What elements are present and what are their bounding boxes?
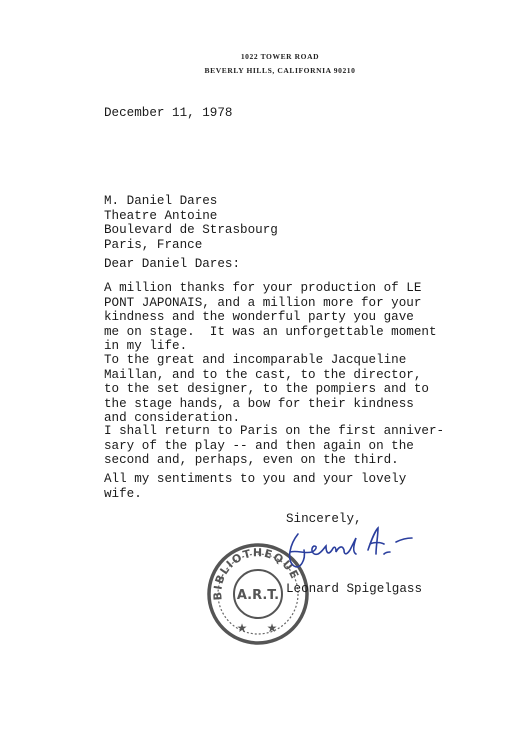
stamp-ring-text: BIBLIOTHEQUE [211, 546, 302, 601]
recipient-address [104, 194, 278, 252]
stamp-star-icon: ★ [236, 621, 248, 635]
stamp-star-icon: ★ [266, 621, 278, 635]
body-paragraph-3: I shall return to Paris on the first anniver- sary of the play -- and then again on the second and, perhaps, even on the third. [104, 424, 445, 468]
recipient-city: Paris, France [104, 237, 203, 252]
closing: Sincerely, [286, 512, 362, 526]
signer-name: Leonard Spigelgass [286, 582, 423, 596]
stamp-center-text: A.R.T. [236, 588, 280, 603]
letterhead-city: BEVERLY HILLS, CALIFORNIA 90210 [204, 66, 356, 75]
body-paragraph-2: To the great and incomparable Jacqueline Maillan, and to the cast, to the director, to the set designer, to the pompiers and to the stage hands, a bow for their kindness and consideration. [104, 353, 429, 426]
body-paragraph-1: A million thanks for your production of LE PONT JAPONAIS, and a million more for your kindness and the wonderful party you gave me on stage. It was an unforgettable moment in my life. [104, 281, 437, 354]
handwritten-signature [284, 520, 414, 580]
recipient-name: M. Daniel Dares [104, 194, 218, 208]
letter-date: December 11, 1978 [104, 106, 233, 120]
letterhead-street: 1022 TOWER ROAD [240, 52, 320, 61]
salutation: Dear Daniel Dares: [104, 257, 241, 271]
body-paragraph-4: All my sentiments to you and your lovely wife. [104, 472, 407, 501]
recipient-street: Boulevard de Strasbourg [104, 223, 278, 238]
recipient-theatre: Theatre Antoine [104, 208, 218, 223]
